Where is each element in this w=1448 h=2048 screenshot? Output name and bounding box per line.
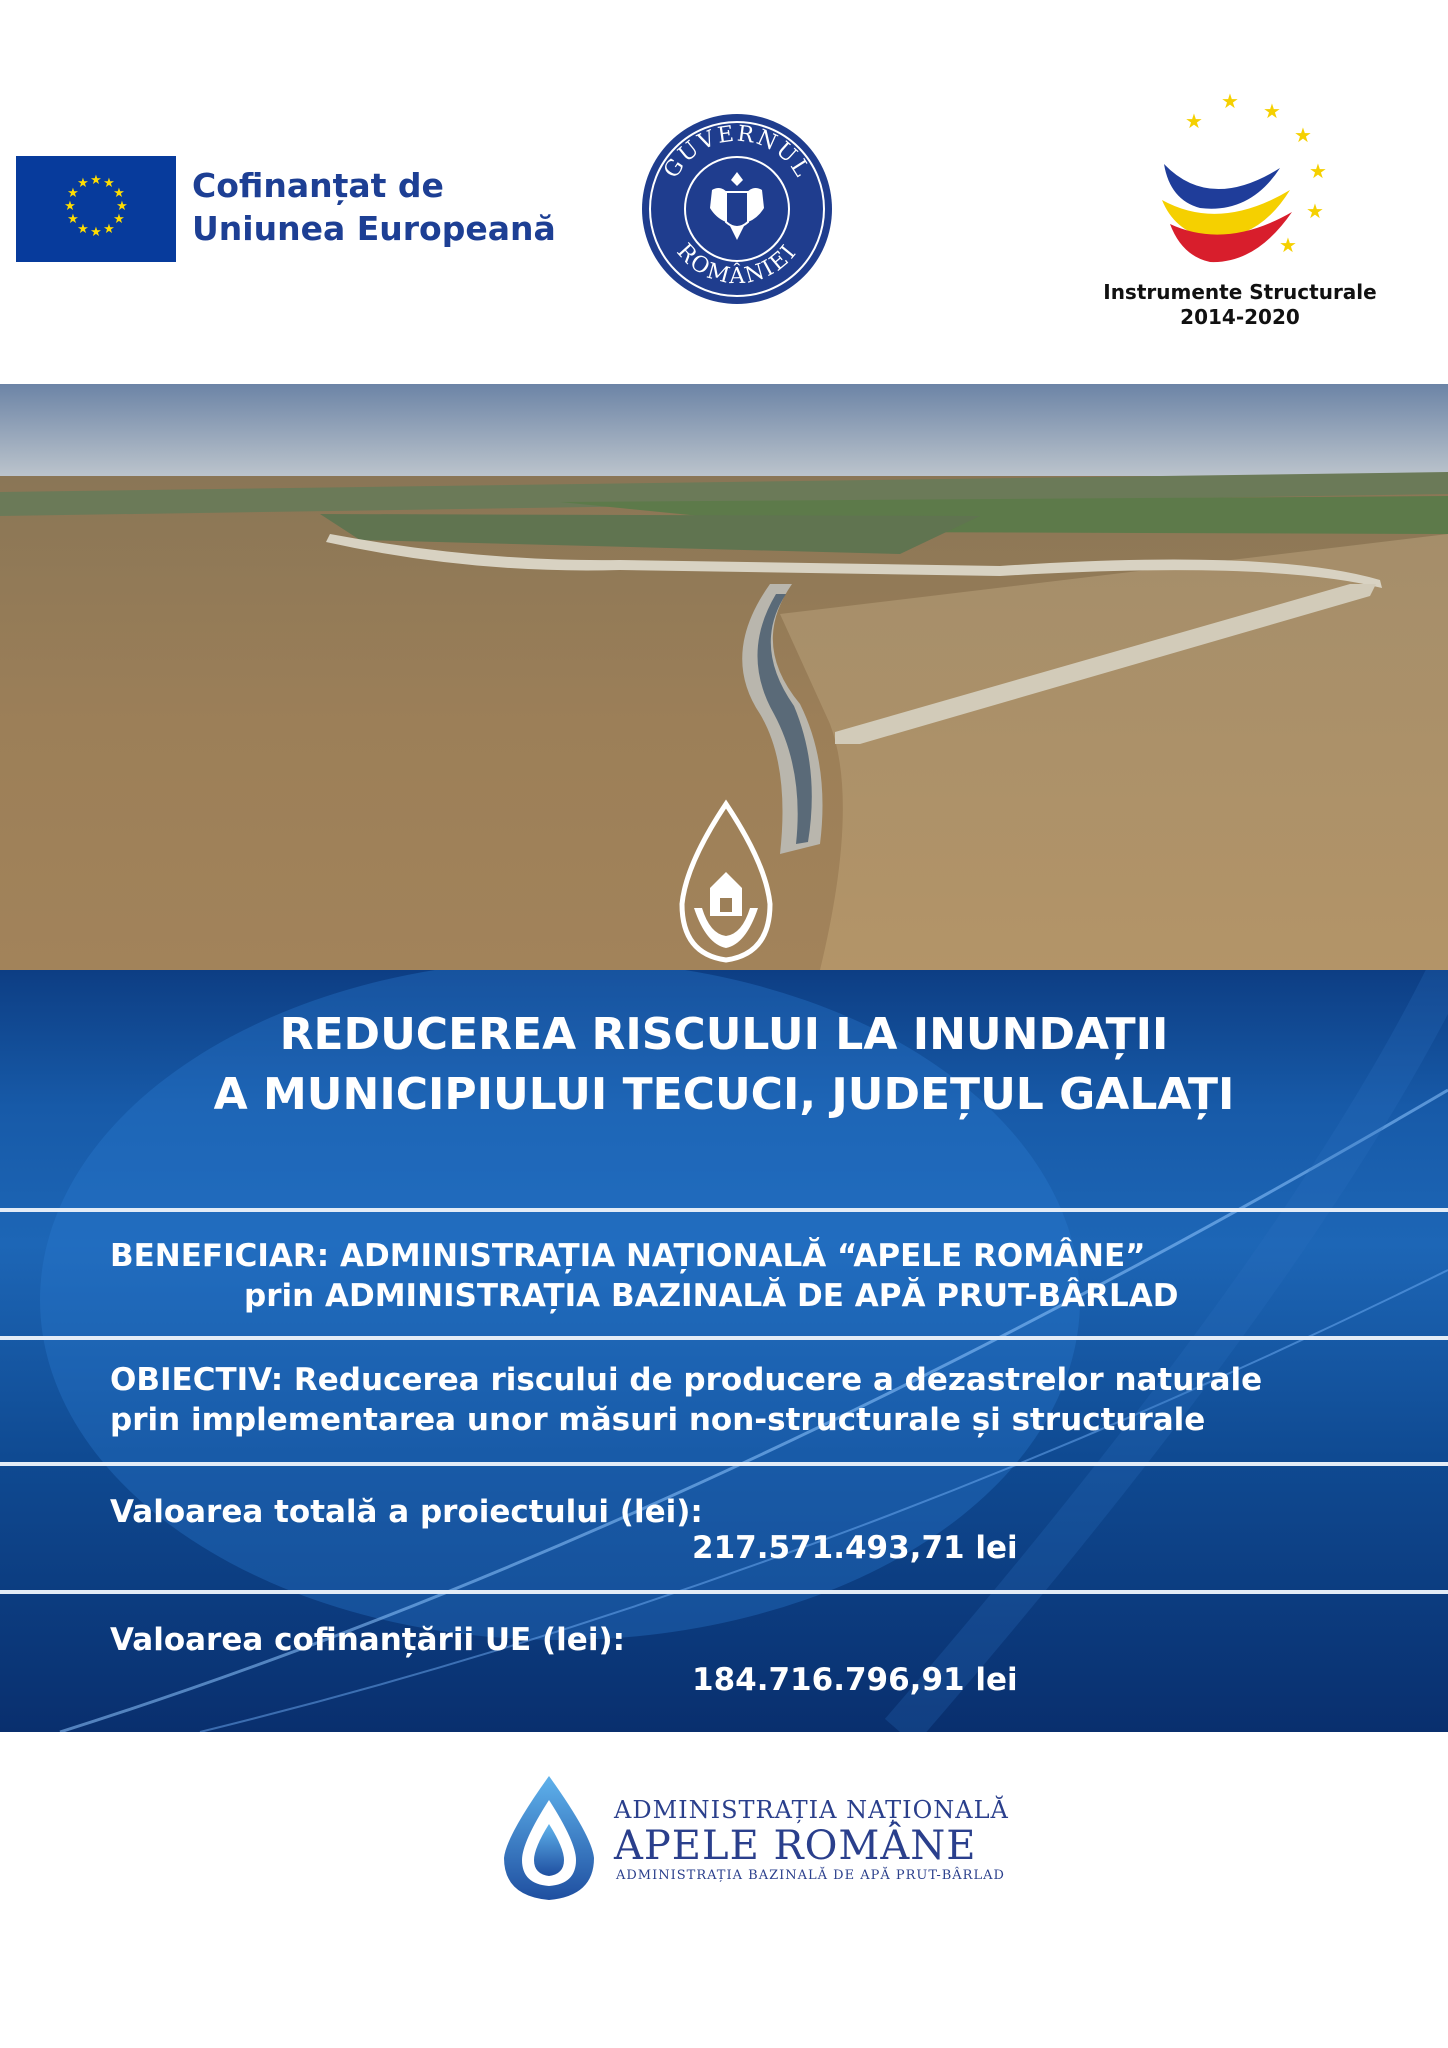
romanian-government-seal [640, 112, 834, 306]
svg-text:★: ★ [1279, 233, 1297, 257]
eu-cofinanced-text [192, 164, 556, 250]
seal-top-text: GUVERNUL [659, 121, 815, 183]
eu-line-1: Cofinanțat de [192, 166, 444, 205]
objective-line-1: OBIECTIV: Reducerea riscului de producere a dezastrelor naturale [110, 1362, 1263, 1398]
divider [0, 1336, 1448, 1340]
total-value-label: Valoarea totală a proiectului (lei): [110, 1494, 703, 1530]
total-value-amount: 217.571.493,71 lei [692, 1530, 1018, 1566]
eu-value-label: Valoarea cofinanțării UE (lei): [110, 1622, 626, 1658]
svg-text:★: ★ [1221, 92, 1239, 113]
svg-text:★: ★ [1263, 99, 1281, 123]
svg-text:★: ★ [67, 186, 79, 201]
eu-line-2: Uniunea Europeană [192, 209, 556, 248]
structural-instruments-text [1090, 280, 1390, 330]
svg-text:★: ★ [77, 222, 89, 237]
water-drop-icon [496, 1772, 602, 1904]
objective-line-2: prin implementarea unor măsuri non-structurale și structurale [110, 1402, 1206, 1438]
divider [0, 1462, 1448, 1466]
beneficiary-line-1: BENEFICIAR: ADMINISTRAȚIA NAȚIONALĂ “APELE ROMÂNE” [110, 1238, 1146, 1274]
structural-instruments-logo [1140, 92, 1350, 272]
svg-text:★: ★ [64, 199, 76, 214]
svg-text:★: ★ [1185, 109, 1203, 133]
title-line-1: REDUCEREA RISCULUI LA INUNDAȚII [279, 1009, 1169, 1060]
is-line-2: 2014-2020 [1180, 305, 1300, 329]
anar-line-1: ADMINISTRAȚIA NAȚIONALĂ [614, 1796, 1009, 1824]
anar-line-3: ADMINISTRAȚIA BAZINALĂ DE APĂ PRUT-BÂRLAD [616, 1868, 1005, 1883]
eu-value-amount: 184.716.796,91 lei [692, 1662, 1018, 1698]
eu-flag-logo [16, 156, 176, 262]
title-line-2: A MUNICIPIULUI TECUCI, JUDEȚUL GALAȚI [213, 1069, 1235, 1120]
divider [0, 1590, 1448, 1594]
svg-text:★: ★ [1309, 159, 1327, 183]
beneficiary-line-2: prin ADMINISTRAȚIA BAZINALĂ DE APĂ PRUT-BÂRLAD [244, 1278, 1179, 1314]
divider [0, 1208, 1448, 1212]
svg-text:★: ★ [113, 212, 125, 227]
svg-text:★: ★ [113, 186, 125, 201]
svg-text:★: ★ [67, 212, 79, 227]
anar-line-2: APELE ROMÂNE [614, 1823, 977, 1869]
seal-bottom-text: ROMÂNIEI [671, 239, 803, 290]
svg-text:★: ★ [116, 199, 128, 214]
aerial-photo-canal [0, 384, 1448, 970]
project-title [0, 1005, 1448, 1125]
svg-text:★: ★ [1306, 199, 1324, 223]
svg-text:★: ★ [90, 173, 102, 188]
svg-text:★: ★ [103, 176, 115, 191]
is-line-1: Instrumente Structurale [1103, 280, 1377, 304]
svg-text:★: ★ [103, 222, 115, 237]
svg-text:★: ★ [77, 176, 89, 191]
svg-text:★: ★ [1294, 123, 1312, 147]
svg-text:★: ★ [90, 225, 102, 240]
